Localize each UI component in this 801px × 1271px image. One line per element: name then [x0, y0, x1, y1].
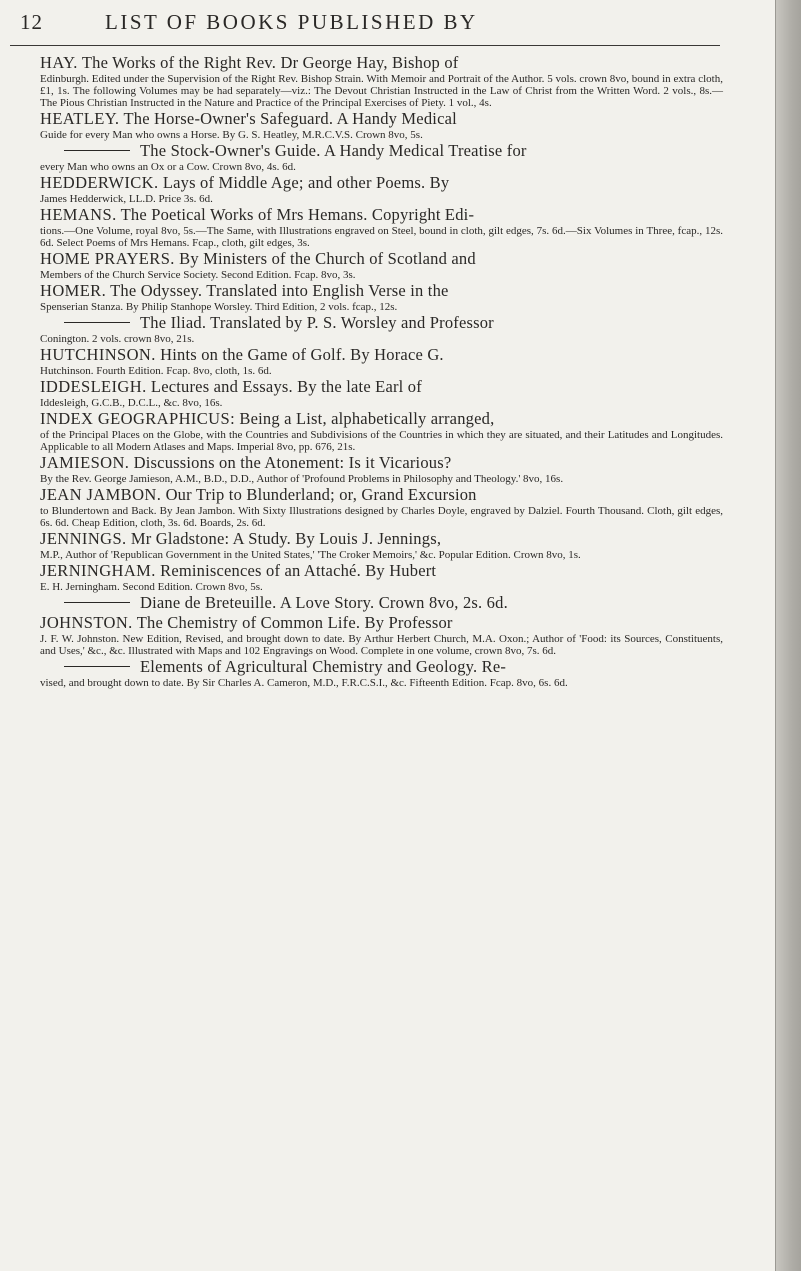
entry-heading	[40, 281, 723, 301]
entry-title: The Stock-Owner's Guide. A Handy Medical Treatise for	[140, 141, 527, 160]
book-entry	[40, 173, 723, 205]
book-entry	[40, 409, 723, 453]
entry-heading	[40, 53, 723, 73]
entry-title: Hints on the Game of Golf. By Horace G.	[160, 345, 444, 364]
entry-details: Guide for every Man who owns a Horse. By G. S. Heatley, M.R.C.V.S. Crown 8vo, 5s.	[40, 129, 423, 141]
entry-title: The Horse-Owner's Safeguard. A Handy Medical	[123, 109, 457, 128]
entry-details: James Hedderwick, LL.D. Price 3s. 6d.	[40, 193, 213, 205]
entry-title: Lays of Middle Age; and other Poems. By	[162, 173, 450, 192]
entry-heading	[40, 345, 723, 365]
header-rule	[10, 45, 720, 46]
entry-author: IDDESLEIGH.	[40, 377, 147, 396]
book-entry	[40, 205, 723, 249]
entry-title: Mr Gladstone: A Study. By Louis J. Jennings,	[130, 529, 442, 548]
entry-author: HAY.	[40, 53, 78, 72]
book-entry	[40, 593, 723, 613]
entry-heading	[40, 141, 723, 161]
book-entry	[40, 281, 723, 313]
entry-author: HUTCHINSON.	[40, 345, 156, 364]
entry-details: vised, and brought down to date. By Sir Charles A. Cameron, M.D., F.R.C.S.I., &c. Fifteenth Edition. Fcap. 8vo, 6s. 6d.	[40, 677, 568, 689]
entry-details: every Man who owns an Ox or a Cow. Crown 8vo, 4s. 6d.	[40, 161, 296, 173]
entry-title: The Works of the Right Rev. Dr George Hay, Bishop of	[81, 53, 459, 72]
entry-title: The Poetical Works of Mrs Hemans. Copyright Edi-	[120, 205, 475, 224]
ditto-dash	[64, 602, 130, 603]
book-entry	[40, 109, 723, 141]
entry-author: HOMER.	[40, 281, 107, 300]
entry-details: tions.—One Volume, royal 8vo, 5s.—The Same, with Illustrations engraved on Steel, bound in cloth, gilt edges, 7s. 6d.—Six Volumes in Three, fcap., 12s. 6d. Select Poems of Mrs Hemans. Fcap., cloth, gilt edges, 3s.	[40, 225, 723, 249]
entry-heading	[40, 561, 723, 581]
book-entry	[40, 485, 723, 529]
entry-heading	[40, 205, 723, 225]
entry-title: Being a List, alphabetically arranged,	[239, 409, 495, 428]
book-entry	[40, 249, 723, 281]
entry-heading	[40, 593, 723, 613]
entry-title: Reminiscences of an Attaché. By Hubert	[160, 561, 437, 580]
book-entry	[40, 561, 723, 593]
page-gutter	[776, 0, 801, 1271]
book-entry	[40, 453, 723, 485]
entry-details: By the Rev. George Jamieson, A.M., B.D., D.D., Author of 'Profound Problems in Philosophy and Theology.' 8vo, 16s.	[40, 473, 564, 485]
entry-heading	[40, 409, 723, 429]
book-list	[40, 53, 723, 689]
running-title: LIST OF BOOKS PUBLISHED BY	[105, 10, 478, 34]
running-head	[20, 10, 720, 44]
entry-heading	[40, 657, 723, 677]
entry-title: By Ministers of the Church of Scotland and	[179, 249, 476, 268]
entry-title: Discussions on the Atonement: Is it Vicarious?	[133, 453, 452, 472]
ditto-dash	[64, 322, 130, 323]
entry-title: The Chemistry of Common Life. By Professor	[136, 613, 453, 632]
book-entry	[40, 345, 723, 377]
entry-details: M.P., Author of 'Republican Government in the United States,' 'The Croker Memoirs,' &c. Popular Edition. Crown 8vo, 1s.	[40, 549, 581, 561]
entry-details: Iddesleigh, G.C.B., D.C.L., &c. 8vo, 16s.	[40, 397, 223, 409]
entry-heading	[40, 485, 723, 505]
entry-heading	[40, 613, 723, 633]
entry-author: HEDDERWICK.	[40, 173, 159, 192]
entry-heading	[40, 377, 723, 397]
entry-heading	[40, 249, 723, 269]
entry-details: Conington. 2 vols. crown 8vo, 21s.	[40, 333, 195, 345]
entry-author: JOHNSTON.	[40, 613, 133, 632]
entry-title: Our Trip to Blunderland; or, Grand Excursion	[165, 485, 477, 504]
entry-author: JERNINGHAM.	[40, 561, 156, 580]
page-number: 12	[20, 10, 43, 34]
book-entry	[40, 377, 723, 409]
entry-title: The Iliad. Translated by P. S. Worsley and Professor	[140, 313, 494, 332]
entry-author: JEAN JAMBON.	[40, 485, 162, 504]
entry-author: INDEX GEOGRAPHICUS:	[40, 409, 236, 428]
entry-details: J. F. W. Johnston. New Edition, Revised, and brought down to date. By Arthur Herbert Church, M.A. Oxon.; Author of 'Food: its Sources, Constituents, and Uses,' &c., &c. Illustrated with Maps and 102 Engravings on Wood. Complete in one volume, crown 8vo, 7s. 6d.	[40, 633, 723, 657]
entry-title: The Odyssey. Translated into English Verse in the	[110, 281, 449, 300]
entry-heading	[40, 453, 723, 473]
entry-details: to Blundertown and Back. By Jean Jambon. With Sixty Illustrations designed by Charles Doyle, engraved by Dalziel. Fourth Thousand. Cloth, gilt edges, 6s. 6d. Cheap Edition, cloth, 3s. 6d. Boards, 2s. 6d.	[40, 505, 723, 529]
entry-details: Spenserian Stanza. By Philip Stanhope Worsley. Third Edition, 2 vols. fcap., 12s.	[40, 301, 398, 313]
entry-title: Lectures and Essays. By the late Earl of	[150, 377, 422, 396]
entry-heading	[40, 109, 723, 129]
entry-details: Hutchinson. Fourth Edition. Fcap. 8vo, cloth, 1s. 6d.	[40, 365, 272, 377]
entry-author: HEMANS.	[40, 205, 117, 224]
book-entry	[40, 313, 723, 345]
ditto-dash	[64, 666, 130, 667]
entry-title: Diane de Breteuille. A Love Story. Crown 8vo, 2s. 6d.	[140, 593, 508, 612]
entry-details: of the Principal Places on the Globe, with the Countries and Subdivisions of the Countries in which they are situated, and their Latitudes and Longitudes. Applicable to all Modern Atlases and Maps. Imperial 8vo, pp. 676, 21s.	[40, 429, 723, 453]
entry-author: JAMIESON.	[40, 453, 130, 472]
entry-heading	[40, 313, 723, 333]
entry-author: HOME PRAYERS.	[40, 249, 175, 268]
entry-heading	[40, 529, 723, 549]
entry-author: HEATLEY.	[40, 109, 120, 128]
entry-title: Elements of Agricultural Chemistry and Geology. Re-	[140, 657, 507, 676]
book-entry	[40, 657, 723, 689]
entry-details: Edinburgh. Edited under the Supervision of the Right Rev. Bishop Strain. With Memoir and Portrait of the Author. 5 vols. crown 8vo, bound in extra cloth, £1, 1s. The following Volumes may be had separately—viz.: The Devout Christian Instructed in the Law of Christ from the Written Word. 2 vols., 8s.—The Pious Christian Instructed in the Nature and Practice of the Principal Exercises of Piety. 1 vol., 4s.	[40, 73, 723, 109]
book-entry	[40, 53, 723, 109]
entry-details: E. H. Jerningham. Second Edition. Crown 8vo, 5s.	[40, 581, 263, 593]
ditto-dash	[64, 150, 130, 151]
book-entry	[40, 141, 723, 173]
entry-details: Members of the Church Service Society. Second Edition. Fcap. 8vo, 3s.	[40, 269, 356, 281]
book-entry	[40, 613, 723, 657]
entry-author: JENNINGS.	[40, 529, 127, 548]
entry-heading	[40, 173, 723, 193]
book-entry	[40, 529, 723, 561]
